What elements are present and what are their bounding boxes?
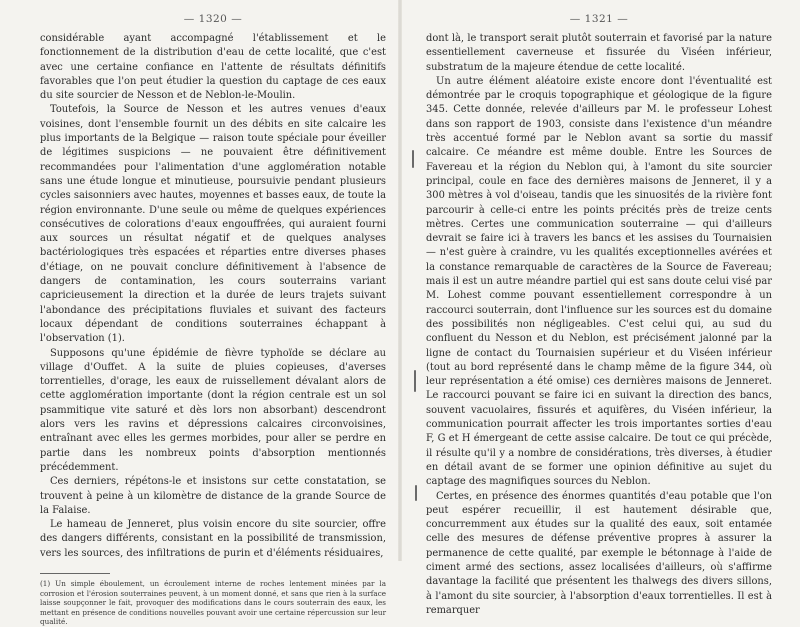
- right-page-number: — 1321 —: [569, 13, 629, 25]
- left-paragraph-3: Supposons qu'une épidémie de fièvre typhoïde se déclare au village d'Ouffet. A la suite de pluies copieuses, d'averses torrentielles, d'orage, les eaux de ruissellement dévalant alors de cette agglomération importante (dont la région centrale est un sol psammitique vite saturé et dès lors non absorbant) descendront alors vers les ravins et dépressions calcaires circonvoisines, entraînant avec elles les germes morbides, pour aller se perdre en partie dans les nombreux points d'absorption mentionnés précédemment.: [40, 347, 386, 473]
- left-paragraph-2: Toutefois, la Source de Nesson et les autres venues d'eaux voisines, dont l'ensemble fournit un des débits en site calcaire les plus importants de la Belgique — raison toute spéciale pour éveiller de légitimes suspicions — ne pouvaient être définitivement recommandées pour l'alimentation d'une agglomération notable sans une étude longue et minutieuse, poursuivie pendant plusieurs cycles saisonniers avec hautes, moyennes et basses eaux, de toute la région environnante. D'une seule ou même de quelques expériences consécutives de colorations d'eaux engouffrées, qui auraient fourni aux sources un résultat négatif et de quelques analyses bactériologiques très espacées et réparties entre diverses phases d'étiage, on ne pouvait conclure définitivement à l'absence de dangers de contamination, les cours souterrains variant capricieusement la direction et la durée de leurs trajets suivant l'abondance des précipitations fluviales et suivant des facteurs locaux dépendant de conditions souterraines échappant à l'observation (1).: [40, 104, 386, 345]
- scan-mark: [412, 150, 414, 168]
- right-page: [400, 0, 800, 616]
- footnote-text: (1) Un simple éboulement, un écroulement interne de roches lentement minées par la corrosion et l'érosion souterraines peuvent, à un moment donné, et sans que rien à la surface laisse soupçonner le fait, provoquer des modifications dans le cours souterrain des eaux, les mettant en présence de conditions nouvelles pouvant avoir une certaine répercussion sur leur qualité.: [40, 578, 386, 627]
- left-paragraph-4: Ces derniers, répétons-le et insistons sur cette constatation, se trouvent à peine à un kilomètre de distance de la grande Source de la Falaise.: [40, 476, 386, 516]
- footnote-divider: [40, 573, 110, 574]
- right-paragraph-2: Un autre élément aléatoire existe encore dont l'éventualité est démontrée par le croquis topographique et géologique de la figure 345. Cette donnée, relevée d'ailleurs par M. le professeur Lohest dans son rapport de 1903, consiste dans l'existence d'un méandre très accentué formé par le Neblon avant sa sortie du massif calcaire. Ce méandre est même double. Entre les Sources de Favereau et la région du Neblon qui, à l'amont du site sourcier principal, coule en face des dernières maisons de Jenneret, il y a 300 mètres à vol d'oiseau, tandis que les sinuosités de la rivière font parcourir à celle-ci entre les points précités près de treize cents mètres. Certes une communication souterraine — qui d'ailleurs devrait se faire ici à travers les bancs et les assises du Tournaisien — n'est guère à craindre, vu les qualités exceptionnelles avérées et la constance remarquable de caractères de la Source de Favereau; mais il est un autre méandre partiel qui est sans doute celui visé par M. Lohest comme pouvant essentiellement correspondre à un raccourci souterrain, dont l'influence sur les sources est du domaine des possibilités non négligeables. C'est celui qui, au sud du confluent du Nesson et du Neblon, est précisément jalonné par la ligne de contact du Tournaisien supérieur et du Viséen inférieur (tout au bord représenté dans le champ même de la figure 344, où leur représentation a été omise) ces dernières maisons de Jenneret. Le raccourci pouvant se faire ici en suivant la direction des bancs, souvent vacuolaires, fissurés et aquifères, du Viséen inférieur, la communication pourrait affecter les trois importantes sorties d'eau F, G et H émergeant de cette assise calcaire. De tout ce qui précède, il résulte qu'il y a nombre de considérations, très diverses, à étudier en détail avant de se former une opinion définitive au sujet du captage des magnifiques sources du Neblon.: [426, 75, 772, 488]
- left-page-number: — 1320 —: [183, 13, 243, 25]
- left-paragraph-5: Le hameau de Jenneret, plus voisin encore du site sourcier, offre des dangers différents, consistant en la possibilité de transmission, vers les sources, des infiltrations de purin et d'éléments résiduaires,: [40, 519, 386, 559]
- left-page-body: [40, 32, 386, 561]
- scan-mark: [414, 370, 416, 392]
- scan-mark: [415, 485, 417, 501]
- left-paragraph-1: considérable ayant accompagné l'établissement et le fonctionnement de la distribution d'eau de cette localité, que c'est avec une certaine confiance en l'attente de résultats définitifs favorables que l'on peut étudier la question du captage de ces eaux du site sourcier de Nesson et de Neblon-le-Moulin.: [40, 33, 386, 102]
- right-paragraph-3: Certes, en présence des énormes quantités d'eau potable que l'on peut espérer recueillir, il est hautement désirable que, concurremment aux études sur la qualité des eaux, soit entamée celle des mesures de défense préventive propres à assurer la permanence de cette qualité, par exemple le bétonnage à l'aide de ciment armé des sections, assez localisées d'ailleurs, où s'affirme davantage la facilité que présentent les thalwegs des divers sillons, à l'amont du site sourcier, à l'absorption d'eaux torrentielles. Il est à remarquer: [426, 490, 772, 616]
- left-footnote: [40, 579, 386, 627]
- right-paragraph-1: dont là, le transport serait plutôt souterrain et favorisé par la nature essentiellement caverneuse et fissurée du Viséen inférieur, substratum de la majeure étendue de cette localité.: [426, 33, 772, 73]
- right-page-body: [426, 32, 772, 618]
